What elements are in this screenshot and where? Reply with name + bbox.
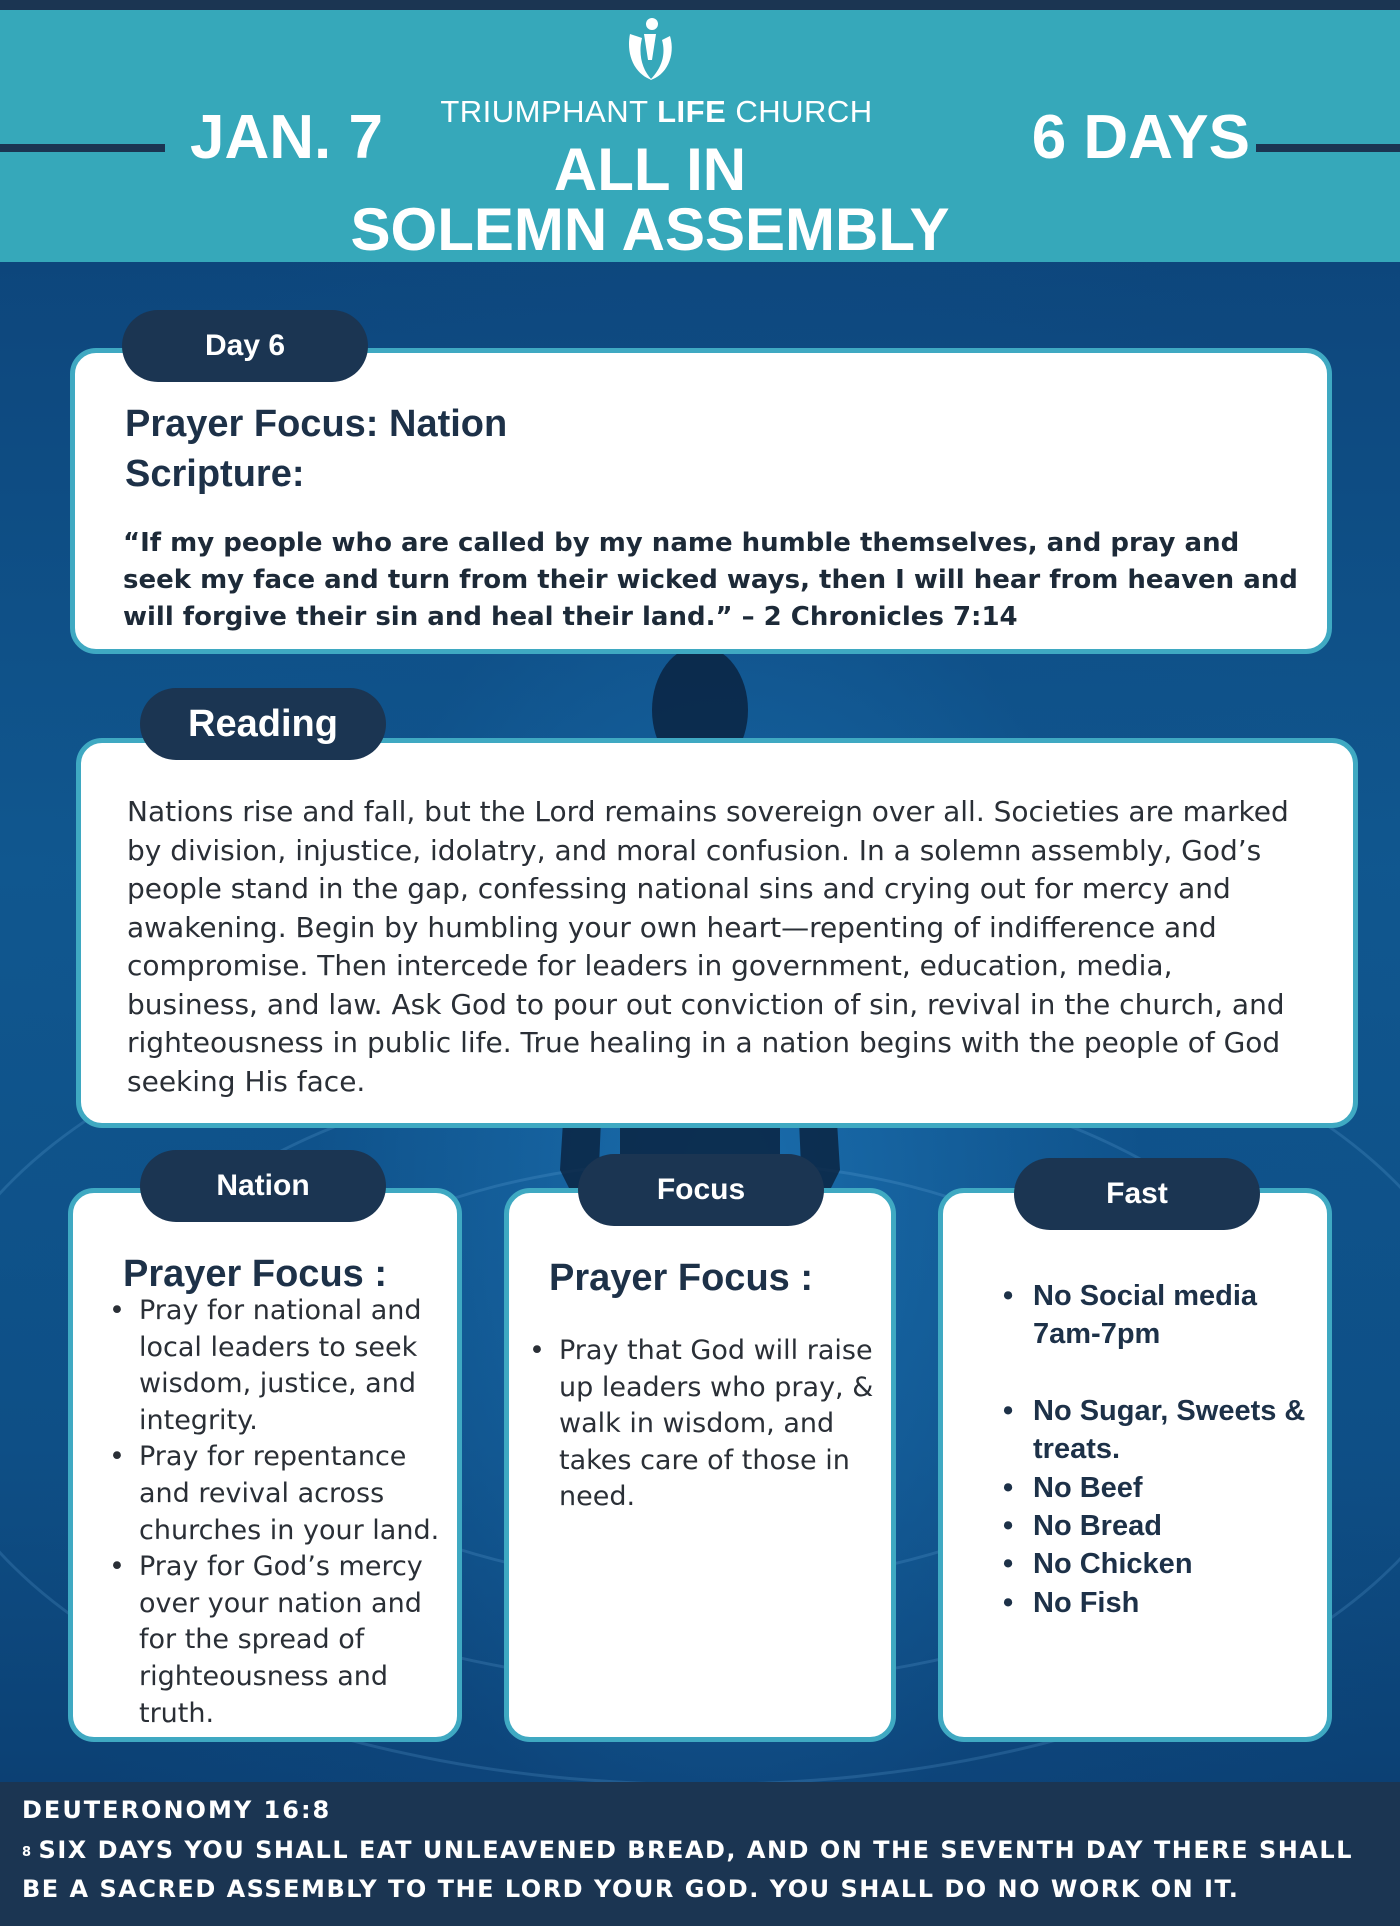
list-item: • No Social media 7am-7pm: [999, 1277, 1319, 1354]
list-item: • No Chicken: [999, 1545, 1319, 1583]
list-item: • No Sugar, Sweets & treats.: [999, 1392, 1319, 1469]
nation-card: [68, 1188, 462, 1742]
reading-tab: Reading: [140, 688, 386, 760]
day-tab: Day 6: [122, 310, 368, 382]
church-name: TRIUMPHANT LIFE CHURCH: [440, 94, 873, 129]
footer-verse: [22, 1832, 1382, 1908]
nation-heading: Prayer Focus :: [123, 1253, 387, 1295]
focus-tab: Focus: [578, 1154, 824, 1226]
list-item: • No Fish: [999, 1584, 1319, 1622]
list-item: • Pray for God’s mercy over your nation and for the spread of righteousness and truth.: [105, 1549, 455, 1732]
list-item: • No Bread: [999, 1507, 1319, 1545]
title-line-1: ALL IN: [553, 136, 747, 203]
scripture-label: Scripture:: [125, 453, 305, 495]
reading-text: Nations rise and fall, but the Lord remains sovereign over all. Societies are marked by division, injustice, idolatry, and moral confusion. In a solemn assembly, God’s people stand in the gap, confessing national sins and crying out for mercy and awakening. Begin by humbling your own heart—repenting of indifference and compromise. Then intercede for leaders in government, education, media, business, and law. Ask God to pour out conviction of sin, revival in the church, and righteousness in public life. True healing in a nation begins with the people of God seeking His face.: [127, 795, 1289, 1098]
event-date: JAN. 7: [190, 103, 383, 172]
focus-list: [525, 1333, 875, 1516]
verse-text: SIX DAYS YOU SHALL EAT UNLEAVENED BREAD, AND ON THE SEVENTH DAY THERE SHALL BE A SACRED ASSEMBLY TO THE LORD YOUR GOD. YOU SHALL DO NO WORK ON IT.: [22, 1836, 1353, 1903]
title-line-2: SOLEMN ASSEMBLY: [350, 196, 950, 263]
day-card: [70, 348, 1332, 654]
fast-tab: Fast: [1014, 1158, 1260, 1230]
list-item: • Pray for national and local leaders to seek wisdom, justice, and integrity.: [105, 1293, 455, 1439]
list-item: • No Beef: [999, 1469, 1319, 1507]
nation-list: [105, 1293, 455, 1732]
list-item: • Pray that God will raise up leaders who pray, & walk in wisdom, and takes care of those in need.: [525, 1333, 875, 1516]
fast-card: [938, 1188, 1332, 1742]
day-count: 6 DAYS: [1031, 103, 1250, 172]
prayer-focus-heading: Prayer Focus: Nation: [125, 403, 508, 445]
top-rule: [0, 0, 1400, 10]
focus-card: [504, 1188, 896, 1742]
verse-number: 8: [22, 1845, 33, 1860]
reading-card: [76, 738, 1358, 1128]
header-banner: [0, 10, 1400, 262]
church-logo-icon: [622, 16, 678, 86]
fast-list: [999, 1277, 1319, 1622]
focus-heading: Prayer Focus :: [549, 1257, 813, 1299]
nation-tab: Nation: [140, 1150, 386, 1222]
footer-reference: DEUTERONOMY 16:8: [22, 1796, 332, 1824]
footer-banner: [0, 1782, 1400, 1926]
scripture-text: “If my people who are called by my name humble themselves, and pray and seek my face and turn from their wicked ways, then I will hear from heaven and will forgive their sin and heal their land.” – 2 Chronicles 7:14: [123, 528, 1298, 632]
list-item: • Pray for repentance and revival across churches in your land.: [105, 1439, 455, 1549]
